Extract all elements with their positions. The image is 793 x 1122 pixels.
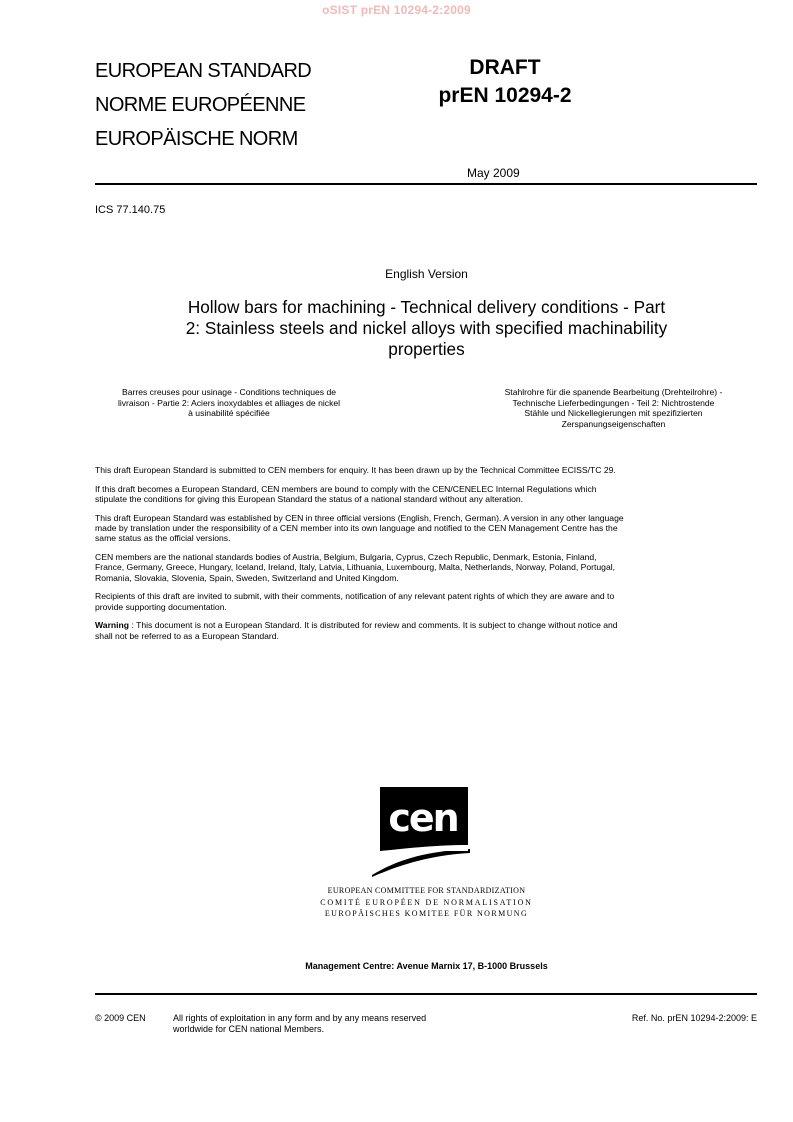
paragraph-line: France, Germany, Greece, Hungary, Iceland, Ireland, Italy, Latvia, Lithuania, Luxembourg, Malta, Netherlands, Norway, Poland, Portugal,: [95, 562, 616, 573]
reference-number: Ref. No. prEN 10294-2:2009: E: [631, 1013, 757, 1023]
subtitle-german: [470, 387, 757, 429]
paragraph-line: : This document is not a European Standard. It is distributed for review and comments. It is subject to change without notice and: [129, 620, 618, 631]
subtitle-line: Barres creuses pour usinage - Conditions techniques de: [121, 387, 336, 397]
rights-line: worldwide for CEN national Members.: [173, 1024, 325, 1034]
paragraph-line: shall not be referred to as a European Standard.: [95, 630, 279, 641]
rights-notice: [173, 1013, 426, 1035]
paragraph-members: [95, 552, 760, 583]
standard-name-en: EUROPEAN STANDARD: [95, 60, 312, 82]
standard-names: [95, 54, 311, 156]
cen-logo: [372, 787, 472, 877]
committee-names: [0, 885, 793, 920]
cen-logo-text: cen: [388, 796, 458, 840]
paragraph-line: This draft European Standard is submitted to CEN members for enquiry. It has been drawn up by the Technical Committee ECISS/TC 29.: [95, 465, 616, 475]
publication-date: May 2009: [467, 166, 520, 180]
header-rule: [95, 183, 757, 185]
foreword-text: [95, 465, 760, 649]
footer-rule: [95, 993, 757, 995]
paragraph-line: provide supporting documentation.: [95, 601, 227, 612]
title-line: 2: Stainless steels and nickel alloys with specified machinability: [185, 318, 668, 338]
paragraph-line: CEN members are the national standards bodies of Austria, Belgium, Bulgaria, Cyprus, Czech Republic, Denmark, Estonia, Finland,: [95, 552, 597, 562]
paragraph-warning: [95, 620, 760, 641]
paragraph-line: Recipients of this draft are invited to submit, with their comments, notification of any relevant patent rights of which they are aware and to: [95, 591, 615, 602]
subtitle-line: à usinabilité spécifiée: [188, 408, 270, 418]
title-line: properties: [388, 339, 465, 359]
paragraph-line: made by translation under the responsibility of a CEN member into its own language and notified to the CEN Management Centre has the: [95, 523, 618, 533]
subtitle-line: Technische Lieferbedingungen - Teil 2: Nichtrostende: [512, 397, 715, 408]
standard-name-fr: NORME EUROPÉENNE: [95, 94, 306, 116]
standard-name-de: EUROPÄISCHE NORM: [95, 128, 298, 150]
doc-number: prEN 10294-2: [438, 84, 572, 107]
subtitle-line: Stahlrohre für die spanende Bearbeitung (Drehteilrohre) -: [504, 387, 723, 397]
paragraph-line: Romania, Slovakia, Slovenia, Spain, Sweden, Switzerland and United Kingdom.: [95, 572, 399, 583]
committee-line-fr: COMITÉ EUROPÉEN DE NORMALISATION: [320, 897, 533, 907]
paragraph-line: stipulate the conditions for giving this European Standard the status of a national standard without any alteration.: [95, 494, 524, 504]
copyright: © 2009 CEN: [95, 1013, 146, 1023]
subtitle-line: livraison - Partie 2: Aciers inoxydables et alliages de nickel: [117, 397, 341, 408]
committee-line-en: EUROPEAN COMMITTEE FOR STANDARDIZATION: [327, 886, 526, 895]
warning-label: Warning: [95, 620, 130, 631]
management-centre: Management Centre: Avenue Marnix 17, B-1000 Brussels: [305, 961, 548, 971]
rights-line: All rights of exploitation in any form and by any means reserved: [173, 1013, 427, 1023]
paragraph-enquiry: [95, 465, 760, 475]
paragraph-versions: [95, 513, 760, 544]
paragraph-regulations: [95, 484, 760, 505]
subtitle-line: Zerspanungseigenschaften: [561, 418, 666, 429]
draft-block: [430, 54, 580, 110]
version-label: English Version: [385, 267, 468, 281]
paragraph-line: same status as the official versions.: [95, 533, 231, 544]
ics-code: ICS 77.140.75: [95, 204, 166, 216]
subtitle-french: [95, 387, 363, 419]
watermark: oSIST prEN 10294-2:2009: [322, 3, 471, 17]
paragraph-line: If this draft becomes a European Standard, CEN members are bound to comply with the CEN/CENELEC Internal Regulations which: [95, 483, 597, 494]
paragraph-line: This draft European Standard was established by CEN in three official versions (English, French, German). A version in any other language: [95, 512, 624, 523]
committee-line-de: EUROPÄISCHES KOMITEE FÜR NORMUNG: [324, 909, 529, 918]
draft-label: DRAFT: [469, 56, 541, 79]
paragraph-patents: [95, 591, 760, 612]
subtitle-line: Stähle und Nickellegierungen mit spezifizierten: [524, 408, 703, 418]
title-line: Hollow bars for machining - Technical delivery conditions - Part: [187, 297, 666, 317]
document-title: [140, 297, 713, 360]
